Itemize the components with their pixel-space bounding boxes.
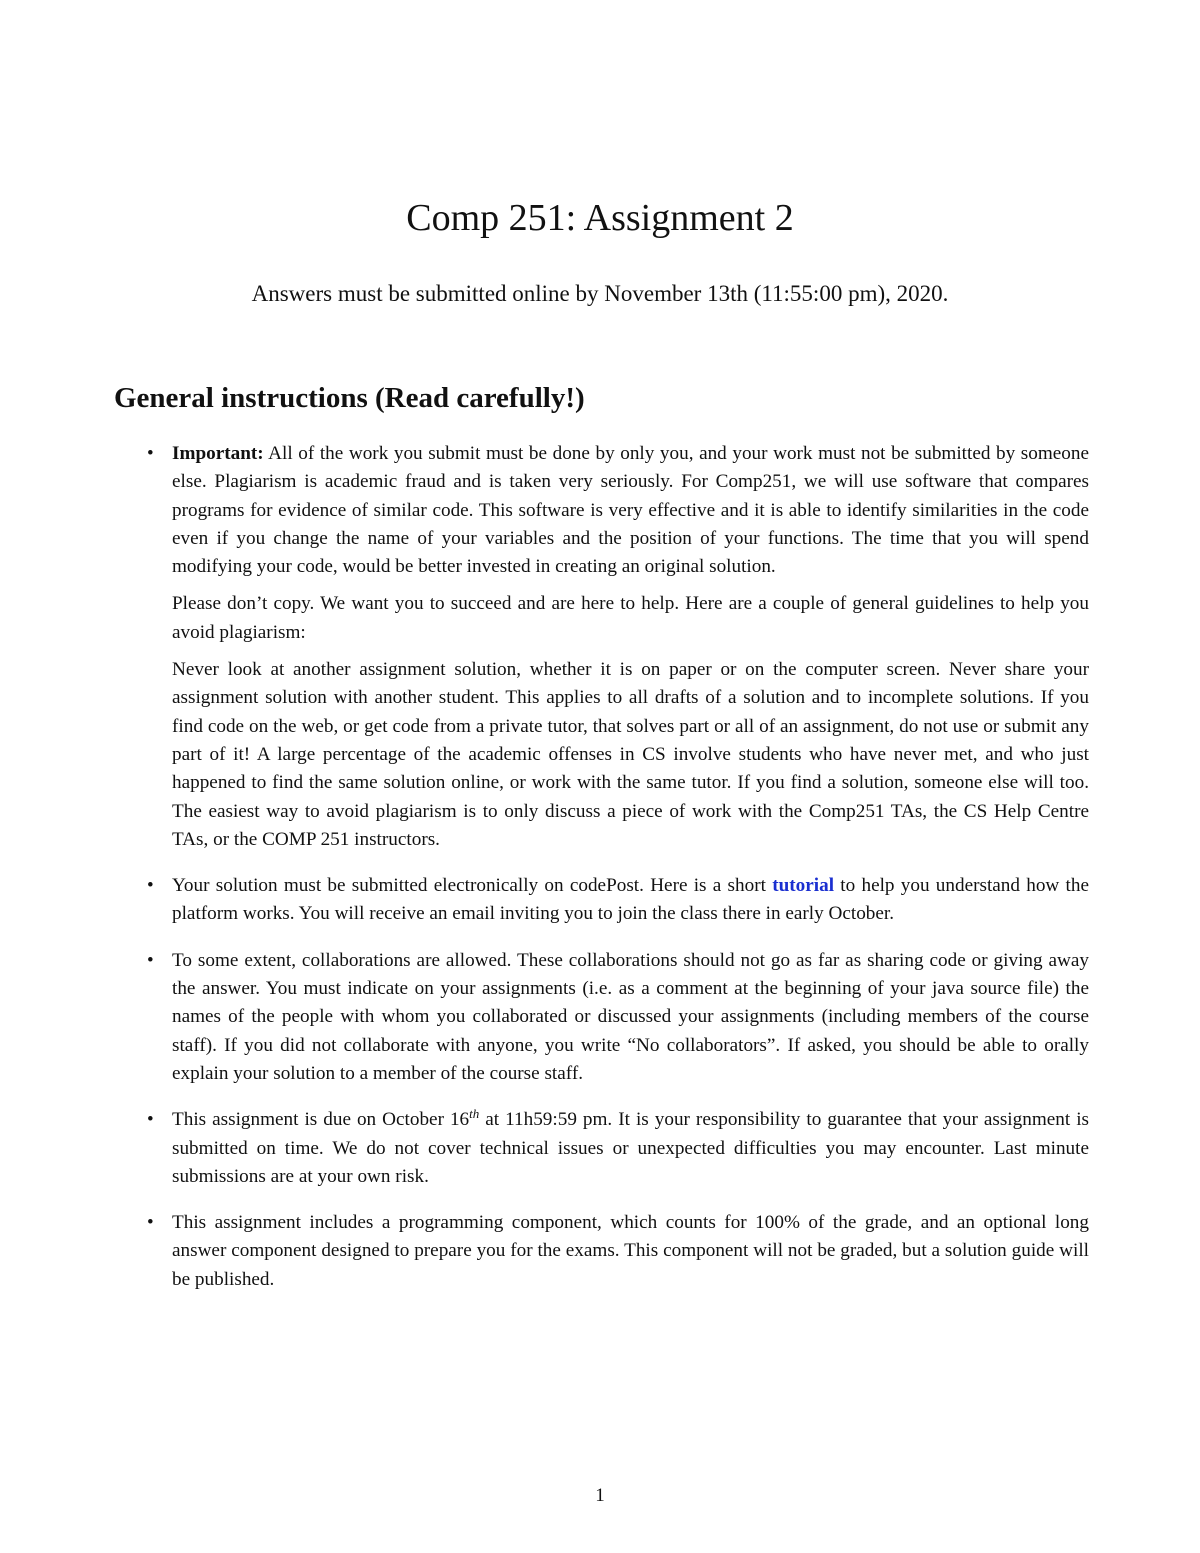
tutorial-link[interactable]: tutorial — [772, 875, 835, 897]
bullet-icon: • — [147, 875, 154, 897]
important-label: Important: — [172, 443, 264, 464]
dont-copy-paragraph: Please don’t copy. We want you to succeed and are here to help. Here are a couple of general guidelines to help you avoid plagiarism: — [172, 593, 1089, 643]
components-paragraph: This assignment includes a programming component, which counts for 100% of the grade, and an optional long answer component designed to prepare you for the exams. This component will not be graded, but a solution guide will be published. — [172, 1212, 1089, 1290]
list-item-important — [145, 440, 1089, 854]
submission-paragraph — [172, 872, 1089, 929]
due-date-text-before: This assignment is due on October 16 — [172, 1109, 470, 1131]
due-date-paragraph — [172, 1106, 1089, 1191]
bullet-icon: • — [147, 443, 154, 464]
section-heading: General instructions (Read carefully!) — [114, 382, 585, 414]
instructions-list-container — [145, 440, 1089, 1312]
instructions-list — [145, 440, 1089, 1294]
plagiarism-guidelines-paragraph: Never look at another assignment solution, whether it is on paper or on the computer screen. Never share your assignment solution with another student. This applies to all drafts of a solution and to incomplete solutions. If you find code on the web, or get code from a private tutor, that solves part or all of an assignment, do not use or submit any part of it! A large percentage of the academic offenses in CS involve students who have never met, and who just happened to find the same solution online, or work with the same tutor. If you find a solution, someone else will too. The easiest way to avoid plagiarism is to only discuss a piece of work with the Comp251 TAs, the CS Help Centre TAs, or the COMP 251 instructors. — [172, 659, 1089, 850]
ordinal-suffix: th — [469, 1106, 480, 1122]
important-text: All of the work you submit must be done by only you, and your work must not be submitted by someone else. Plagiarism is academic fraud and is taken very seriously. For Comp251, we will use software that compares programs for evidence of similar code. This software is very effective and it is able to identify similarities in the code even if you change the name of your variables and the position of your functions. The time that you will spend modifying your code, would be better invested in creating an original solution. — [172, 443, 1089, 578]
important-paragraph — [172, 440, 1089, 581]
bullet-icon: • — [147, 949, 154, 971]
submission-text-before: Your solution must be submitted electronically on codePost. Here is a short — [172, 875, 773, 897]
document-title: Comp 251: Assignment 2 — [406, 197, 794, 239]
page-number: 1 — [595, 1485, 605, 1506]
list-item-components — [145, 1209, 1089, 1294]
submission-deadline: Answers must be submitted online by November 13th (11:55:00 pm), 2020. — [251, 281, 949, 306]
bullet-icon: • — [147, 1109, 154, 1131]
list-item-collaboration — [145, 947, 1089, 1088]
bullet-icon: • — [147, 1212, 154, 1234]
list-item-due-date — [145, 1106, 1089, 1191]
collaboration-paragraph: To some extent, collaborations are allowed. These collaborations should not go as far as sharing code or giving away the answer. You must indicate on your assignments (i.e. as a comment at the beginning of your java source file) the names of the people with whom you collaborated or discussed your assignments (including members of the course staff). If you did not collaborate with anyone, you write “No collaborators”. If asked, you should be able to orally explain your solution to a member of the course staff. — [172, 949, 1089, 1084]
due-date-text-after: at 11h59:59 pm. It is your responsibility to guarantee that your assignment is submitted on time. We do not cover technical issues or unexpected difficulties you may encounter. Last minute submissions are at your own risk. — [172, 1109, 1089, 1187]
submission-text-after: to help you understand how the platform works. You will receive an email inviting you to join the class there in early October. — [172, 875, 1089, 925]
list-item-submission — [145, 872, 1089, 929]
